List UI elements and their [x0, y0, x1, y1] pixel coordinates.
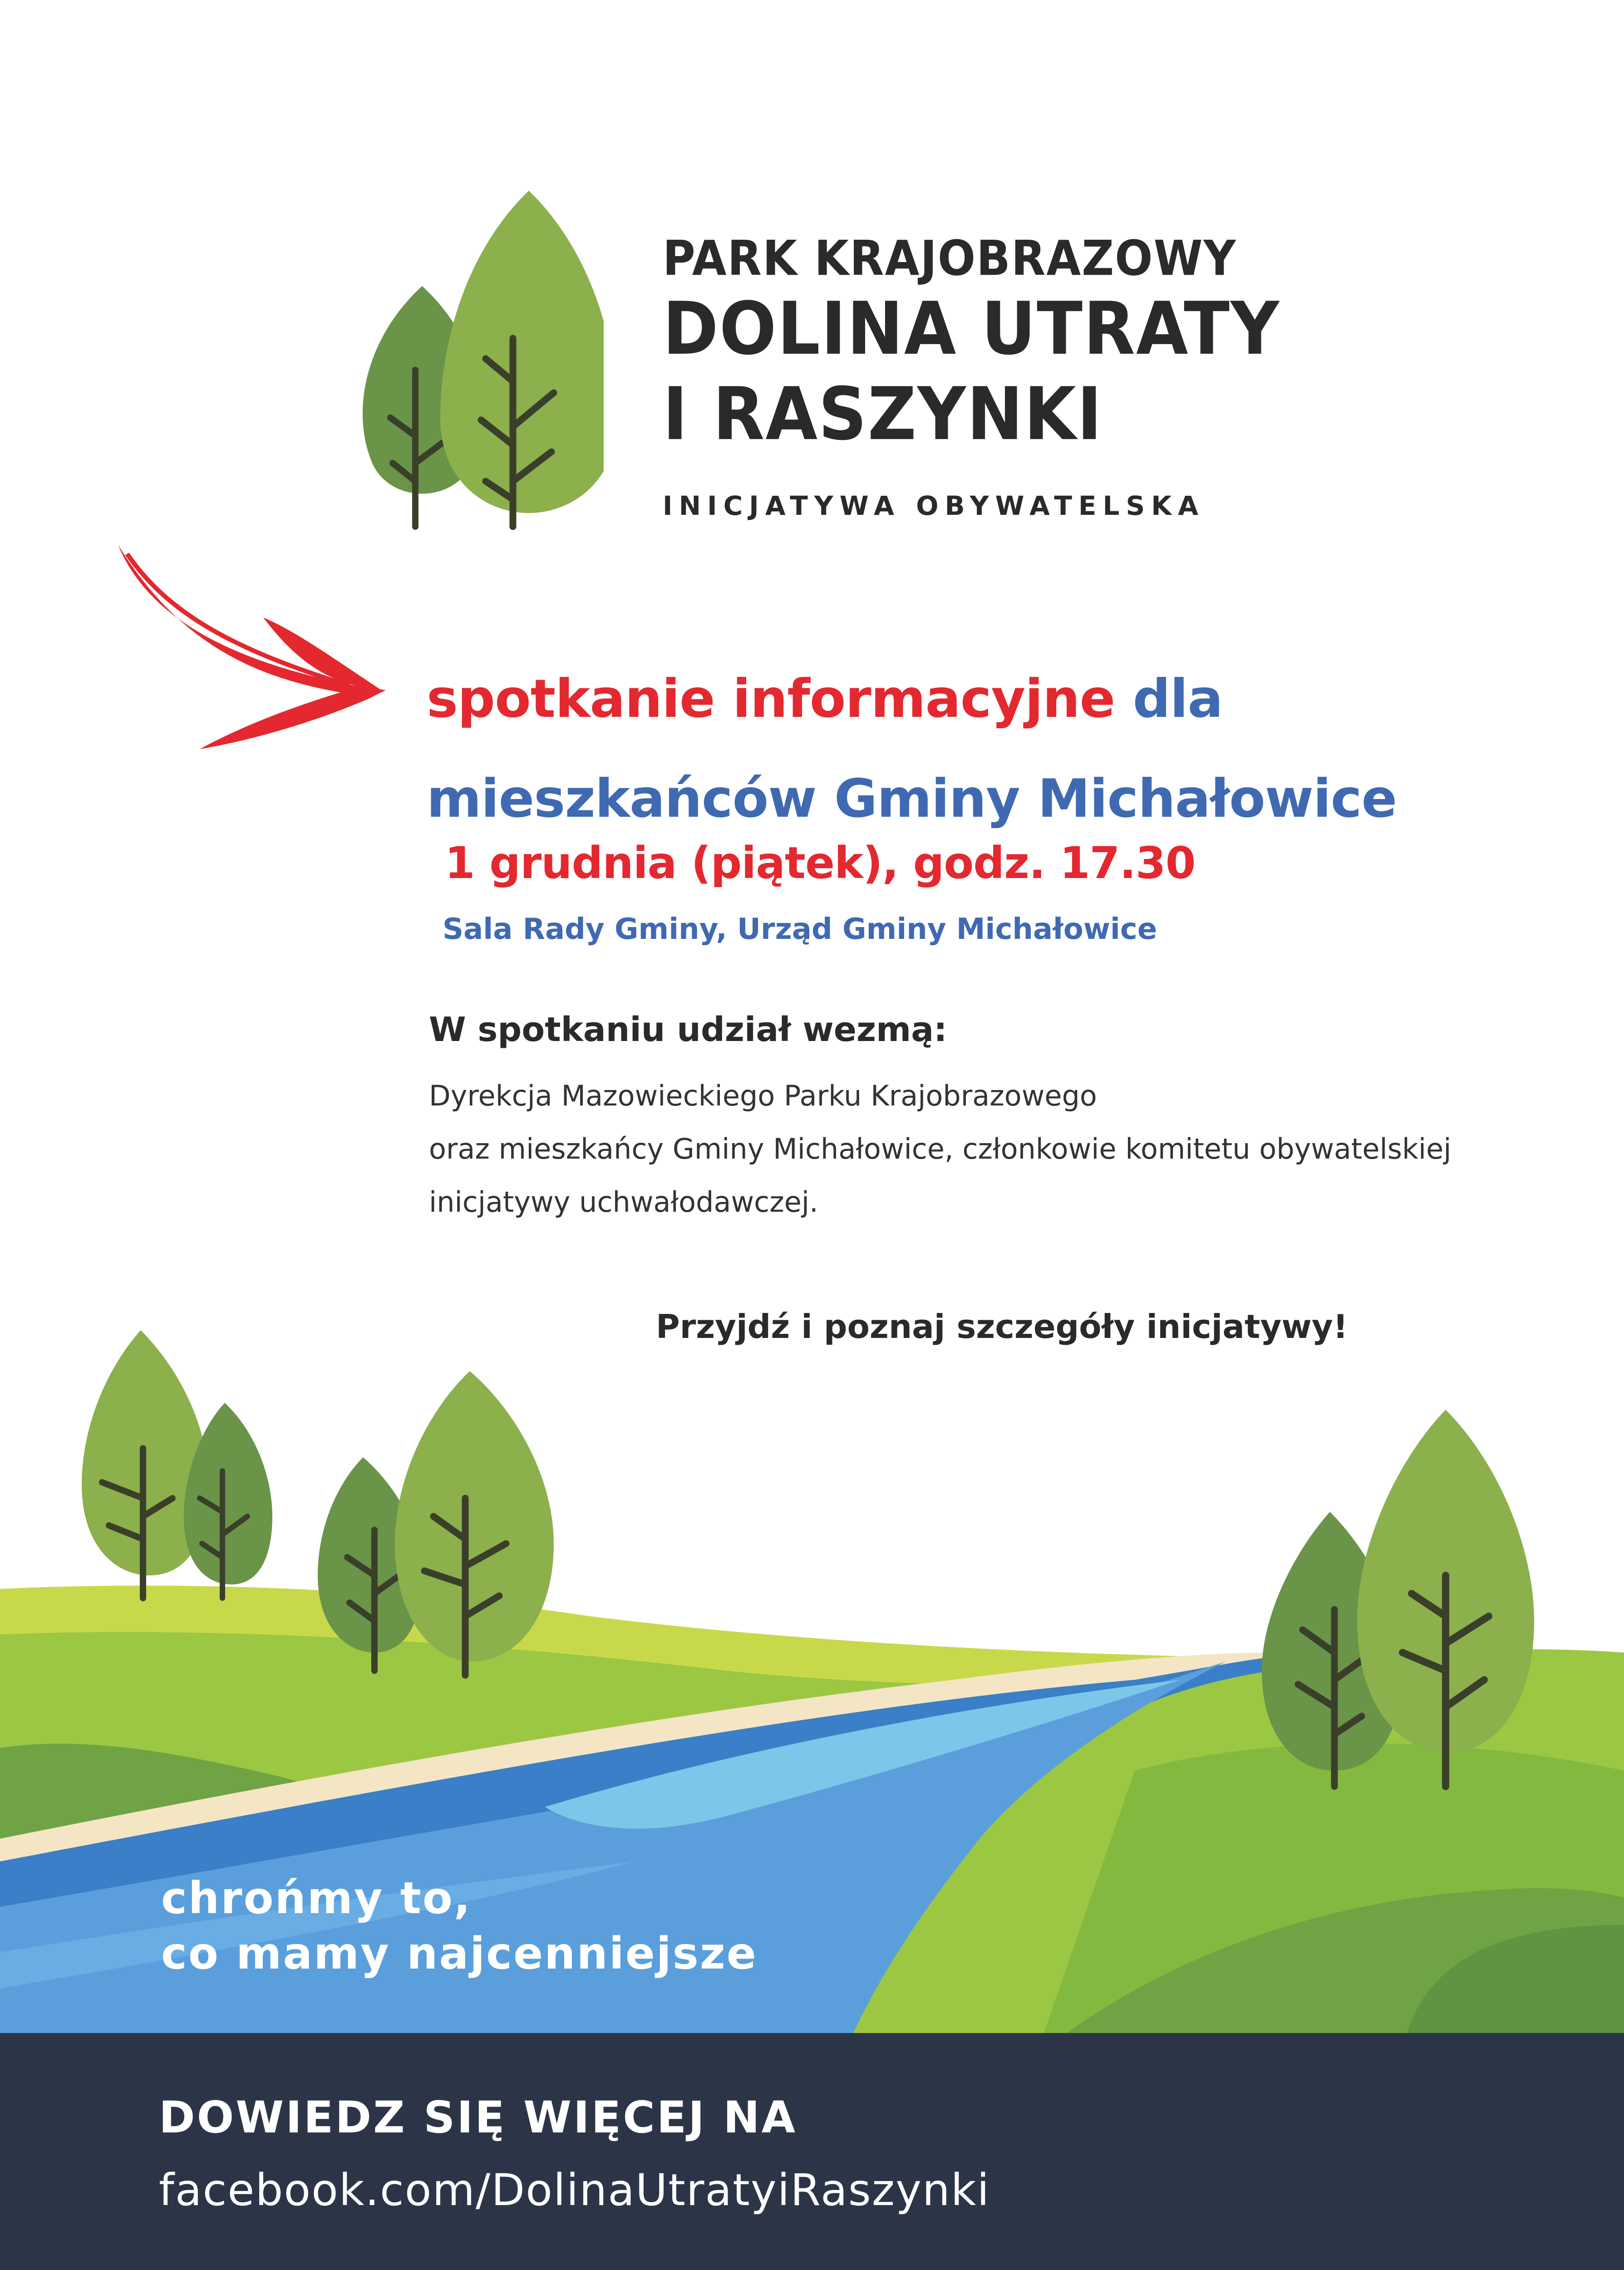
footer-banner: [0, 2033, 1624, 2270]
headline-blue-text: dla: [1132, 668, 1223, 730]
slogan: [161, 1870, 758, 1981]
brand-line-3: I RASZYNKI: [663, 372, 1103, 456]
event-venue: Sala Rady Gminy, Urząd Gminy Michałowice: [443, 913, 1157, 946]
headline-line-2: mieszkańców Gminy Michałowice: [427, 768, 1397, 829]
slogan-line-1: chrońmy to,: [161, 1873, 472, 1924]
tree-icon: [82, 1330, 209, 1598]
participants-line-1: Dyrekcja Mazowieckiego Parku Krajobrazowego: [429, 1079, 1097, 1112]
slogan-line-2: co mamy najcenniejsze: [161, 1928, 758, 1979]
brand-line-1: PARK KRAJOBRAZOWY: [663, 231, 1237, 287]
participants-line-2: oraz mieszkańcy Gminy Michałowice, członkowie komitetu obywatelskiej inicjatywy uchwałodawczej.: [429, 1132, 1452, 1219]
facebook-link[interactable]: facebook.com/DolinaUtratyiRaszynki: [159, 2165, 990, 2216]
brand-tagline: INICJATYWA OBYWATELSKA: [663, 490, 1205, 521]
participants-title: W spotkaniu udział wezmą:: [429, 1010, 947, 1049]
event-date: 1 grudnia (piątek), godz. 17.30: [445, 838, 1196, 888]
brand-line-2: DOLINA UTRATY: [663, 286, 1280, 371]
tree-icon: [395, 1371, 554, 1675]
call-to-action: Przyjdź i poznaj szczegóły inicjatywy!: [656, 1308, 1348, 1346]
footer-title: DOWIEDZ SIĘ WIĘCEJ NA: [159, 2092, 797, 2143]
headline-red-text: spotkanie informacyjne: [427, 668, 1115, 730]
